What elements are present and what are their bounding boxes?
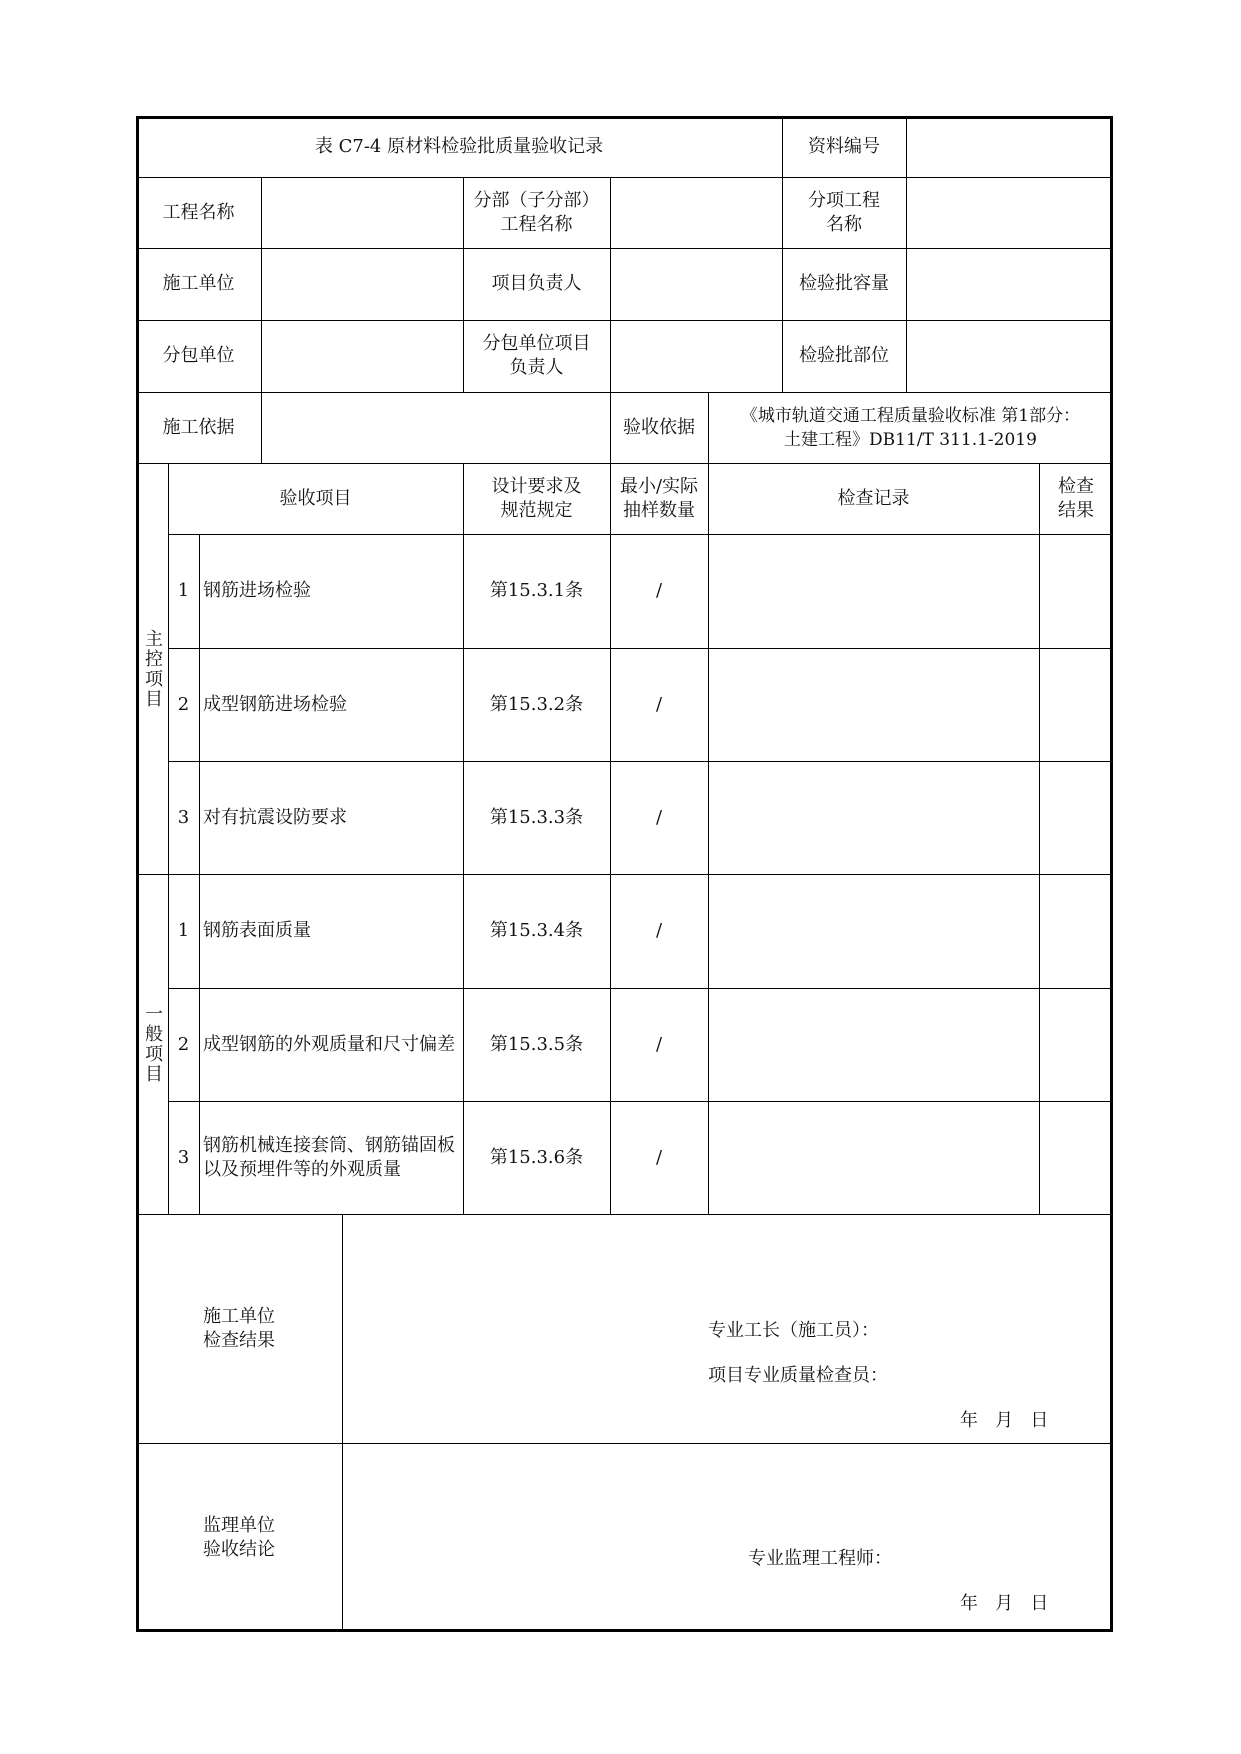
item-number: 2 xyxy=(177,693,190,715)
constructor-label: 施工单位 xyxy=(162,273,235,294)
doc-no-label: 资料编号 xyxy=(808,135,880,157)
main-group-label: 主控项目 xyxy=(142,628,163,709)
item-clause: 第15.3.5条 xyxy=(489,1033,584,1055)
constructor-field[interactable] xyxy=(261,248,463,320)
item-name: 钢筋进场检验 xyxy=(203,580,311,601)
project-name-label: 工程名称 xyxy=(162,201,235,223)
item-name: 成型钢筋进场检验 xyxy=(203,693,347,715)
item-result-field[interactable] xyxy=(1039,761,1113,874)
project-manager-field[interactable] xyxy=(610,248,782,320)
supervision-label: 监理单位 验收结论 xyxy=(203,1514,275,1560)
item-number: 3 xyxy=(177,1146,190,1168)
item-record-field[interactable] xyxy=(708,988,1039,1101)
project-name-field[interactable] xyxy=(261,177,463,248)
col-header-design: 设计要求及 规范规定 xyxy=(491,475,582,521)
item-number: 1 xyxy=(177,580,190,601)
item-record-field[interactable] xyxy=(708,1101,1039,1214)
basis-field[interactable] xyxy=(261,392,610,463)
item-clause: 第15.3.6条 xyxy=(489,1146,584,1168)
item-name: 成型钢筋的外观质量和尺寸偏差 xyxy=(203,1033,455,1055)
item-record-field[interactable] xyxy=(708,761,1039,874)
item-project-field[interactable] xyxy=(906,177,1113,248)
item-result-field[interactable] xyxy=(1039,648,1113,761)
basis-label: 施工依据 xyxy=(162,416,235,438)
item-number: 1 xyxy=(177,920,190,941)
item-clause: 第15.3.4条 xyxy=(489,920,584,941)
doc-no-field[interactable] xyxy=(906,116,1113,177)
item-clause: 第15.3.1条 xyxy=(489,580,584,601)
item-sample[interactable]: / xyxy=(655,1146,663,1168)
item-result-field[interactable] xyxy=(1039,874,1113,988)
batch-location-field[interactable] xyxy=(906,320,1113,392)
acceptance-basis-value: 《城市轨道交通工程质量验收标准 第1部分： 土建工程》DB11/T 311.1-2019 xyxy=(740,405,1081,450)
construction-check-label: 施工单位 检查结果 xyxy=(203,1305,275,1351)
sub-project-label: 分部（子分部） 工程名称 xyxy=(473,189,600,235)
batch-capacity-field[interactable] xyxy=(906,248,1113,320)
batch-location-label: 检验批部位 xyxy=(799,345,889,366)
item-name: 钢筋机械连接套筒、钢筋锚固板以及预埋件等的外观质量 xyxy=(203,1134,455,1180)
foreman-signature-label: 专业工长（施工员）： xyxy=(708,1320,879,1341)
project-manager-label: 项目负责人 xyxy=(491,273,582,294)
col-header-item: 验收项目 xyxy=(279,487,352,509)
item-sample[interactable]: / xyxy=(655,693,663,715)
item-clause: 第15.3.2条 xyxy=(489,693,584,715)
acceptance-basis-label: 验收依据 xyxy=(623,416,695,438)
item-sample[interactable]: / xyxy=(655,580,663,601)
subcontractor-field[interactable] xyxy=(261,320,463,392)
construction-date-label: 年 月 日 xyxy=(960,1410,1049,1431)
sub-manager-label: 分包单位项目 负责人 xyxy=(482,333,591,378)
col-header-record: 检查记录 xyxy=(837,487,910,509)
sub-project-field[interactable] xyxy=(610,177,782,248)
batch-capacity-label: 检验批容量 xyxy=(799,273,889,294)
item-clause: 第15.3.3条 xyxy=(489,806,584,828)
item-result-field[interactable] xyxy=(1039,988,1113,1101)
item-name: 钢筋表面质量 xyxy=(203,920,311,941)
item-sample[interactable]: / xyxy=(655,920,663,941)
item-result-field[interactable] xyxy=(1039,1101,1113,1214)
item-name: 对有抗震设防要求 xyxy=(203,806,347,828)
item-number: 3 xyxy=(177,806,190,828)
col-header-result: 检查 结果 xyxy=(1058,475,1094,521)
inspector-signature-label: 项目专业质量检查员： xyxy=(708,1365,888,1386)
sub-manager-field[interactable] xyxy=(610,320,782,392)
engineer-signature-label: 专业监理工程师： xyxy=(748,1548,892,1569)
item-record-field[interactable] xyxy=(708,648,1039,761)
general-group-label: 一般项目 xyxy=(142,1004,163,1084)
item-number: 2 xyxy=(177,1033,190,1055)
item-record-field[interactable] xyxy=(708,534,1039,648)
item-sample[interactable]: / xyxy=(655,1033,663,1055)
item-result-field[interactable] xyxy=(1039,534,1113,648)
item-record-field[interactable] xyxy=(708,874,1039,988)
col-header-sample: 最小/实际 抽样数量 xyxy=(619,475,699,521)
form-title: 表 C7-4 原材料检验批质量验收记录 xyxy=(314,135,604,157)
item-sample[interactable]: / xyxy=(655,806,663,828)
supervision-date-label: 年 月 日 xyxy=(960,1593,1049,1614)
subcontractor-label: 分包单位 xyxy=(162,345,235,366)
item-project-label: 分项工程 名称 xyxy=(808,189,880,235)
